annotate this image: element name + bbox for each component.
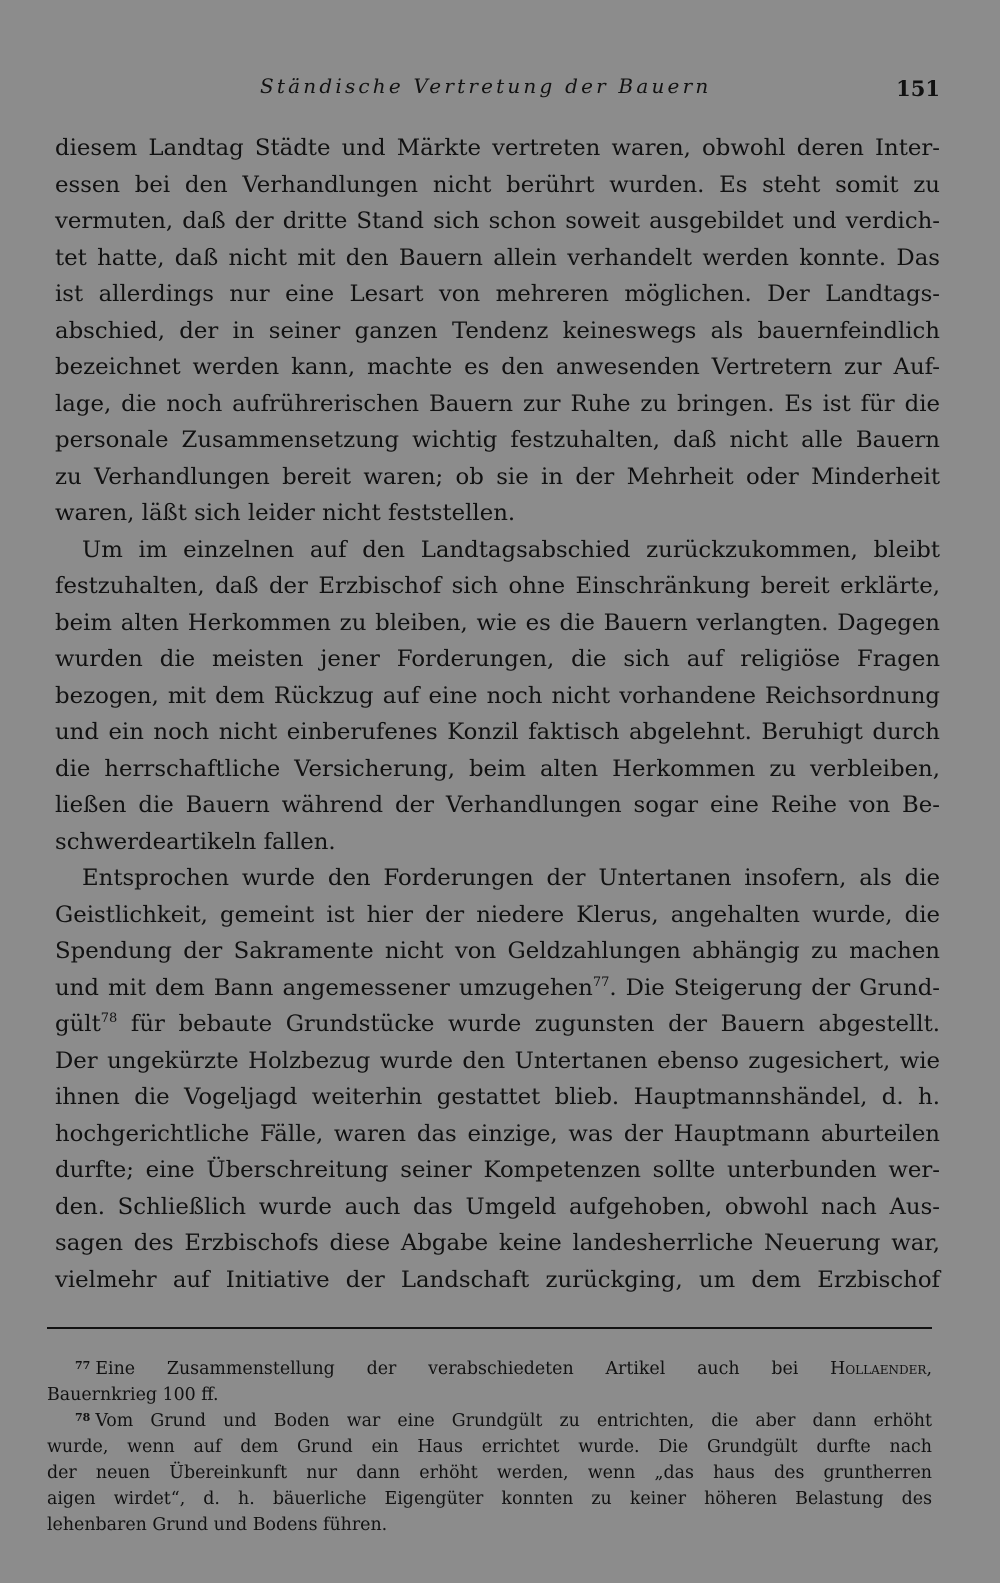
text-line: Entsprochen wurde den Forderungen der Untertanen insofern, als die — [82, 865, 940, 891]
text-line — [55, 970, 940, 1007]
text-line: beim alten Herkommen zu bleiben, wie es die Bauern verlangten. Dagegen — [55, 609, 940, 636]
text-line: Geistlichkeit, gemeint ist hier der niedere Klerus, angehalten wurde, die — [55, 901, 940, 928]
text-line: ließen die Bauern während der Verhandlungen sogar eine Reihe von Be- — [55, 792, 940, 818]
footnote-reference-77: 77 — [592, 974, 610, 990]
text-segment: Vom Grund und Boden war eine Grundgült zu entrichten, die aber dann erhöht — [95, 1411, 932, 1431]
text-line: Um im einzelnen auf den Landtagsabschied zurückzukommen, bleibt — [82, 536, 940, 563]
running-head — [55, 74, 940, 106]
author-name: Hollaender — [830, 1359, 927, 1379]
text-line: Spendung der Sakramente nicht von Geldzahlungen abhängig zu machen — [55, 938, 940, 964]
paragraph-1 — [55, 130, 940, 532]
text-segment: . Die Steigerung der Grund- — [609, 974, 941, 1001]
text-segment: Eine Zusammenstellung der verabschiedeten Artikel auch bei — [95, 1359, 831, 1379]
text-line: diesem Landtag Städte und Märkte vertreten waren, obwohl deren Inter- — [55, 135, 940, 161]
footnote-divider — [47, 1327, 932, 1329]
footnote-number: 77 — [75, 1359, 91, 1372]
text-line: bezogen, mit dem Rückzug auf eine noch nicht vorhandene Reichsordnung — [55, 682, 940, 709]
footnote-78 — [47, 1408, 932, 1538]
footnote-line: aigen wirdet“, d. h. bäuerliche Eigengüter konnten zu keiner höheren Belastung des — [47, 1489, 932, 1509]
text-line: wurden die meisten jener Forderungen, die sich auf religiöse Fragen — [55, 646, 940, 672]
paragraph-2 — [55, 532, 940, 861]
text-line: durfte; eine Überschreitung seiner Kompetenzen sollte unterbunden wer- — [55, 1157, 940, 1183]
page-number: 151 — [896, 76, 940, 101]
text-line: vielmehr auf Initiative der Landschaft zurückging, um dem Erzbischof — [55, 1266, 940, 1293]
text-line: bezeichnet werden kann, machte es den anwesenden Vertretern zur Auf- — [55, 354, 940, 380]
paragraph-3 — [55, 860, 940, 1298]
text-line: abschied, der in seiner ganzen Tendenz keineswegs als bauernfeindlich — [55, 317, 940, 344]
footnote-77 — [47, 1356, 932, 1408]
text-line: sagen des Erzbischofs diese Abgabe keine landesherrliche Neuerung war, — [55, 1230, 940, 1256]
footnotes — [47, 1356, 932, 1538]
text-segment: , — [926, 1359, 932, 1379]
footnote-line: wurde, wenn auf dem Grund ein Haus errichtet wurde. Die Grundgült durfte nach — [47, 1437, 932, 1457]
text-line: festzuhalten, daß der Erzbischof sich ohne Einschränkung bereit erklärte, — [55, 573, 940, 599]
text-line: waren, läßt sich leider nicht feststellen. — [55, 500, 516, 526]
footnote-number: 78 — [75, 1411, 91, 1424]
text-line: vermuten, daß der dritte Stand sich schon soweit ausgebildet und verdich- — [55, 208, 940, 234]
text-line: ihnen die Vogeljagd weiterhin gestattet blieb. Hauptmannshändel, d. h. — [55, 1084, 940, 1110]
footnote-line: Bauernkrieg 100 ff. — [47, 1385, 219, 1405]
footnote-line: lehenbaren Grund und Bodens führen. — [47, 1515, 388, 1535]
running-title: Ständische Vertretung der Bauern — [260, 74, 712, 98]
text-line — [55, 1006, 940, 1043]
footnote-line — [47, 1408, 932, 1434]
footnote-reference-78: 78 — [100, 1011, 118, 1026]
text-line: lage, die noch aufrührerischen Bauern zur Ruhe zu bringen. Es ist für die — [55, 390, 940, 417]
text-line: hochgerichtliche Fälle, waren das einzige, was der Hauptmann aburteilen — [55, 1120, 940, 1147]
main-text — [55, 130, 940, 1298]
text-line: schwerdeartikeln fallen. — [55, 828, 336, 855]
text-line: tet hatte, daß nicht mit den Bauern allein verhandelt werden konnte. Das — [55, 244, 940, 271]
text-line: essen bei den Verhandlungen nicht berührt wurden. Es steht somit zu — [55, 171, 940, 198]
footnote-line: der neuen Übereinkunft nur dann erhöht werden, wenn „das haus des gruntherren — [47, 1463, 932, 1483]
text-line: und ein noch nicht einberufenes Konzil faktisch abgelehnt. Beruhigt durch — [55, 719, 940, 745]
text-segment: für bebaute Grundstücke wurde zugunsten der Bauern abgestellt. — [117, 1011, 940, 1037]
text-line: Der ungekürzte Holzbezug wurde den Untertanen ebenso zugesichert, wie — [55, 1047, 940, 1074]
footnote-line — [47, 1356, 932, 1382]
text-line: personale Zusammensetzung wichtig festzuhalten, daß nicht alle Bauern — [55, 427, 940, 453]
text-line: den. Schließlich wurde auch das Umgeld aufgehoben, obwohl nach Aus- — [55, 1193, 940, 1220]
text-line: zu Verhandlungen bereit waren; ob sie in der Mehrheit oder Minderheit — [55, 463, 940, 490]
text-segment: gült — [55, 1011, 101, 1037]
text-line: die herrschaftliche Versicherung, beim alten Herkommen zu verbleiben, — [55, 755, 940, 782]
text-line: ist allerdings nur eine Lesart von mehreren möglichen. Der Landtags- — [55, 281, 940, 307]
text-segment: und mit dem Bann angemessener umzugehen — [55, 974, 593, 1001]
